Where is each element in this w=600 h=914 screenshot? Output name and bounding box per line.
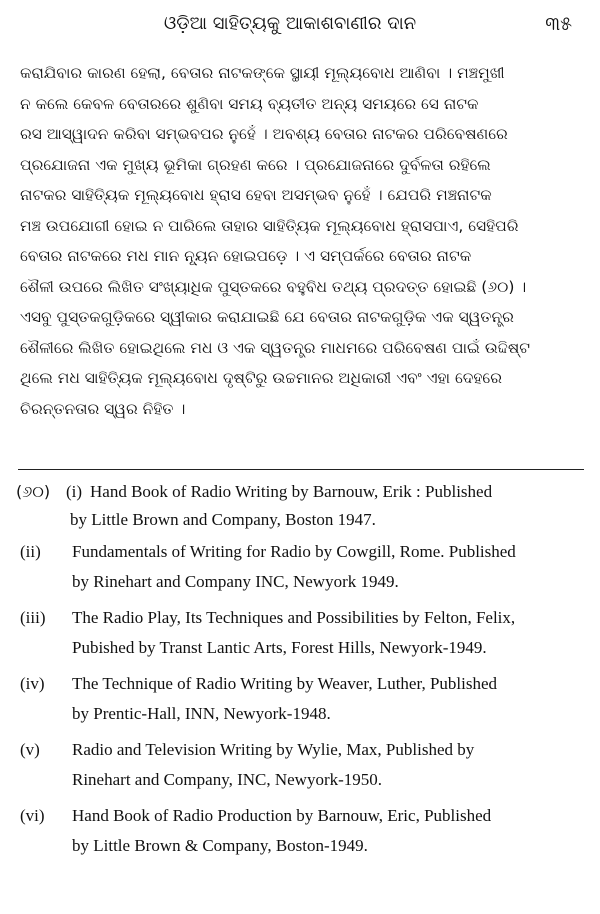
footnote-text-line: Hand Book of Radio Writing by Barnouw, Erik : Published — [90, 482, 493, 501]
footnote-divider — [18, 469, 584, 470]
footnote-entry — [0, 478, 600, 538]
running-header — [0, 10, 600, 40]
footnote-entry — [0, 670, 600, 736]
running-title: ଓଡ଼ିଆ ସାହିତ୍ୟକୁ ଆକାଶବାଣୀର ଦାନ — [163, 13, 417, 34]
footnote-text-line: Radio and Television Writing by Wylie, Max, Published by — [72, 740, 475, 759]
footnote-text-line: by Prentic-Hall, INN, Newyork-1948. — [72, 704, 331, 723]
footnote-entry — [0, 802, 600, 868]
footnote-text-line: The Radio Play, Its Techniques and Possibilities by Felton, Felix, — [72, 608, 516, 627]
body-line: ଥିଲେ ମଧ ସାହିତ୍ୟିକ ମୂଲ୍ୟବୋଧ ଦୃଷ୍ଟିରୁ ଉଚ୍ଚମାନର ଅଧିକାରୀ ଏବଂ ଏହା ଦେହରେ — [20, 369, 502, 387]
footnote-marker: (ii) — [20, 542, 41, 561]
body-line: ଚିରନ୍ତନତାର ସ୍ୱର ନିହିତ । — [20, 399, 186, 418]
footnote-entry — [0, 604, 600, 670]
footnote-text-line: Fundamentals of Writing for Radio by Cowgill, Rome. Published — [72, 542, 516, 561]
footnote-marker: (v) — [20, 740, 40, 759]
body-line: ନାଟକର ସାହିତ୍ୟିକ ମୂଲ୍ୟବୋଧ ହ୍ରାସ ହେବା ଅସମ୍ଭବ ନୁହେଁ । ଯେପରି ମଞ୍ଚନାଟକ — [20, 186, 492, 204]
footnote-sub-marker: (i) — [66, 482, 83, 501]
body-line: ପ୍ରଯୋଜନା ଏକ ମୁଖ୍ୟ ଭୂମିକା ଗ୍ରହଣ କରେ । ପ୍ରଯୋଜନାରେ ଦୁର୍ବଳତା ରହିଲେ — [20, 155, 491, 174]
footnote-text-line: Rinehart and Company, INC, Newyork-1950. — [72, 770, 383, 789]
body-line: ବେତାର ନାଟକରେ ମଧ ମାନ ନ୍ୟୂନ ହୋଇପଡ଼େ । ଏ ସମ୍ପର୍କରେ ବେତାର ନାଟକ — [20, 247, 472, 265]
body-paragraph — [20, 58, 582, 424]
footnote-text-line: by Little Brown and Company, Boston 1947. — [70, 510, 376, 529]
body-line: ମଞ୍ଚ ଉପଯୋଗୀ ହୋଇ ନ ପାରିଲେ ତାହାର ସାହିତ୍ୟିକ ମୂଲ୍ୟବୋଧ ହ୍ରାସପାଏ, ସେହିପରି — [20, 216, 519, 235]
footnote-text-line: Hand Book of Radio Production by Barnouw, Eric, Published — [72, 806, 492, 825]
body-line: ନ କଲେ କେବଳ ବେତାରରେ ଶୁଣିବା ସମୟ ବ୍ୟତୀତ ଅନ୍ୟ ସମୟରେ ସେ ନାଟକ — [20, 94, 479, 113]
footnote-text-line: Pubished by Transt Lantic Arts, Forest Hills, Newyork-1949. — [72, 638, 487, 657]
body-line: ଶୈଳୀରେ ଲିଖିତ ହୋଇଥିଲେ ମଧ ଓ ଏକ ସ୍ୱତନ୍ତ୍ର ମାଧମରେ ପରିବେଷଣ ପାଇଁ ଉଦ୍ଦିଷ୍ଟ — [20, 338, 531, 357]
body-line: ଶୈଳୀ ଉପରେ ଲିଖିତ ସଂଖ୍ୟାଧିକ ପୁସ୍ତକରେ ବହୁବିଧ ତଥ୍ୟ ପ୍ରଦତ୍ତ ହୋଇଛି (୬୦) । — [20, 277, 527, 296]
footnote-entry — [0, 538, 600, 604]
body-line: ଏସବୁ ପୁସ୍ତକଗୁଡ଼ିକରେ ସ୍ୱୀକାର କରାଯାଇଛି ଯେ ବେତାର ନାଟକଗୁଡ଼ିକ ଏକ ସ୍ୱତନ୍ତ୍ର — [20, 308, 514, 326]
page-number: ୩୫ — [545, 13, 572, 35]
footnotes-section — [0, 478, 600, 868]
footnote-entry — [0, 736, 600, 802]
footnote-number: (୬୦) — [16, 482, 51, 501]
footnote-marker: (iv) — [20, 674, 45, 693]
footnote-text-line: The Technique of Radio Writing by Weaver, Luther, Published — [72, 674, 498, 693]
footnote-text-line: by Rinehart and Company INC, Newyork 1949. — [72, 572, 399, 591]
footnote-text-line: by Little Brown & Company, Boston-1949. — [72, 836, 368, 855]
footnote-marker: (vi) — [20, 806, 45, 825]
footnote-marker: (iii) — [20, 608, 46, 627]
body-line: କରାଯିବାର କାରଣ ହେଲା, ବେତାର ନାଟକଙ୍କେ ସ୍ଥାୟୀ ମୂଲ୍ୟବୋଧ ଆଣିବା । ମଞ୍ଚମୁଖୀ — [20, 64, 505, 82]
body-line: ରସ ଆସ୍ୱାଦନ କରିବା ସମ୍ଭବପର ନୁହେଁ । ଅବଶ୍ୟ ବେତାର ନାଟକର ପରିବେଷଣରେ — [20, 125, 508, 143]
